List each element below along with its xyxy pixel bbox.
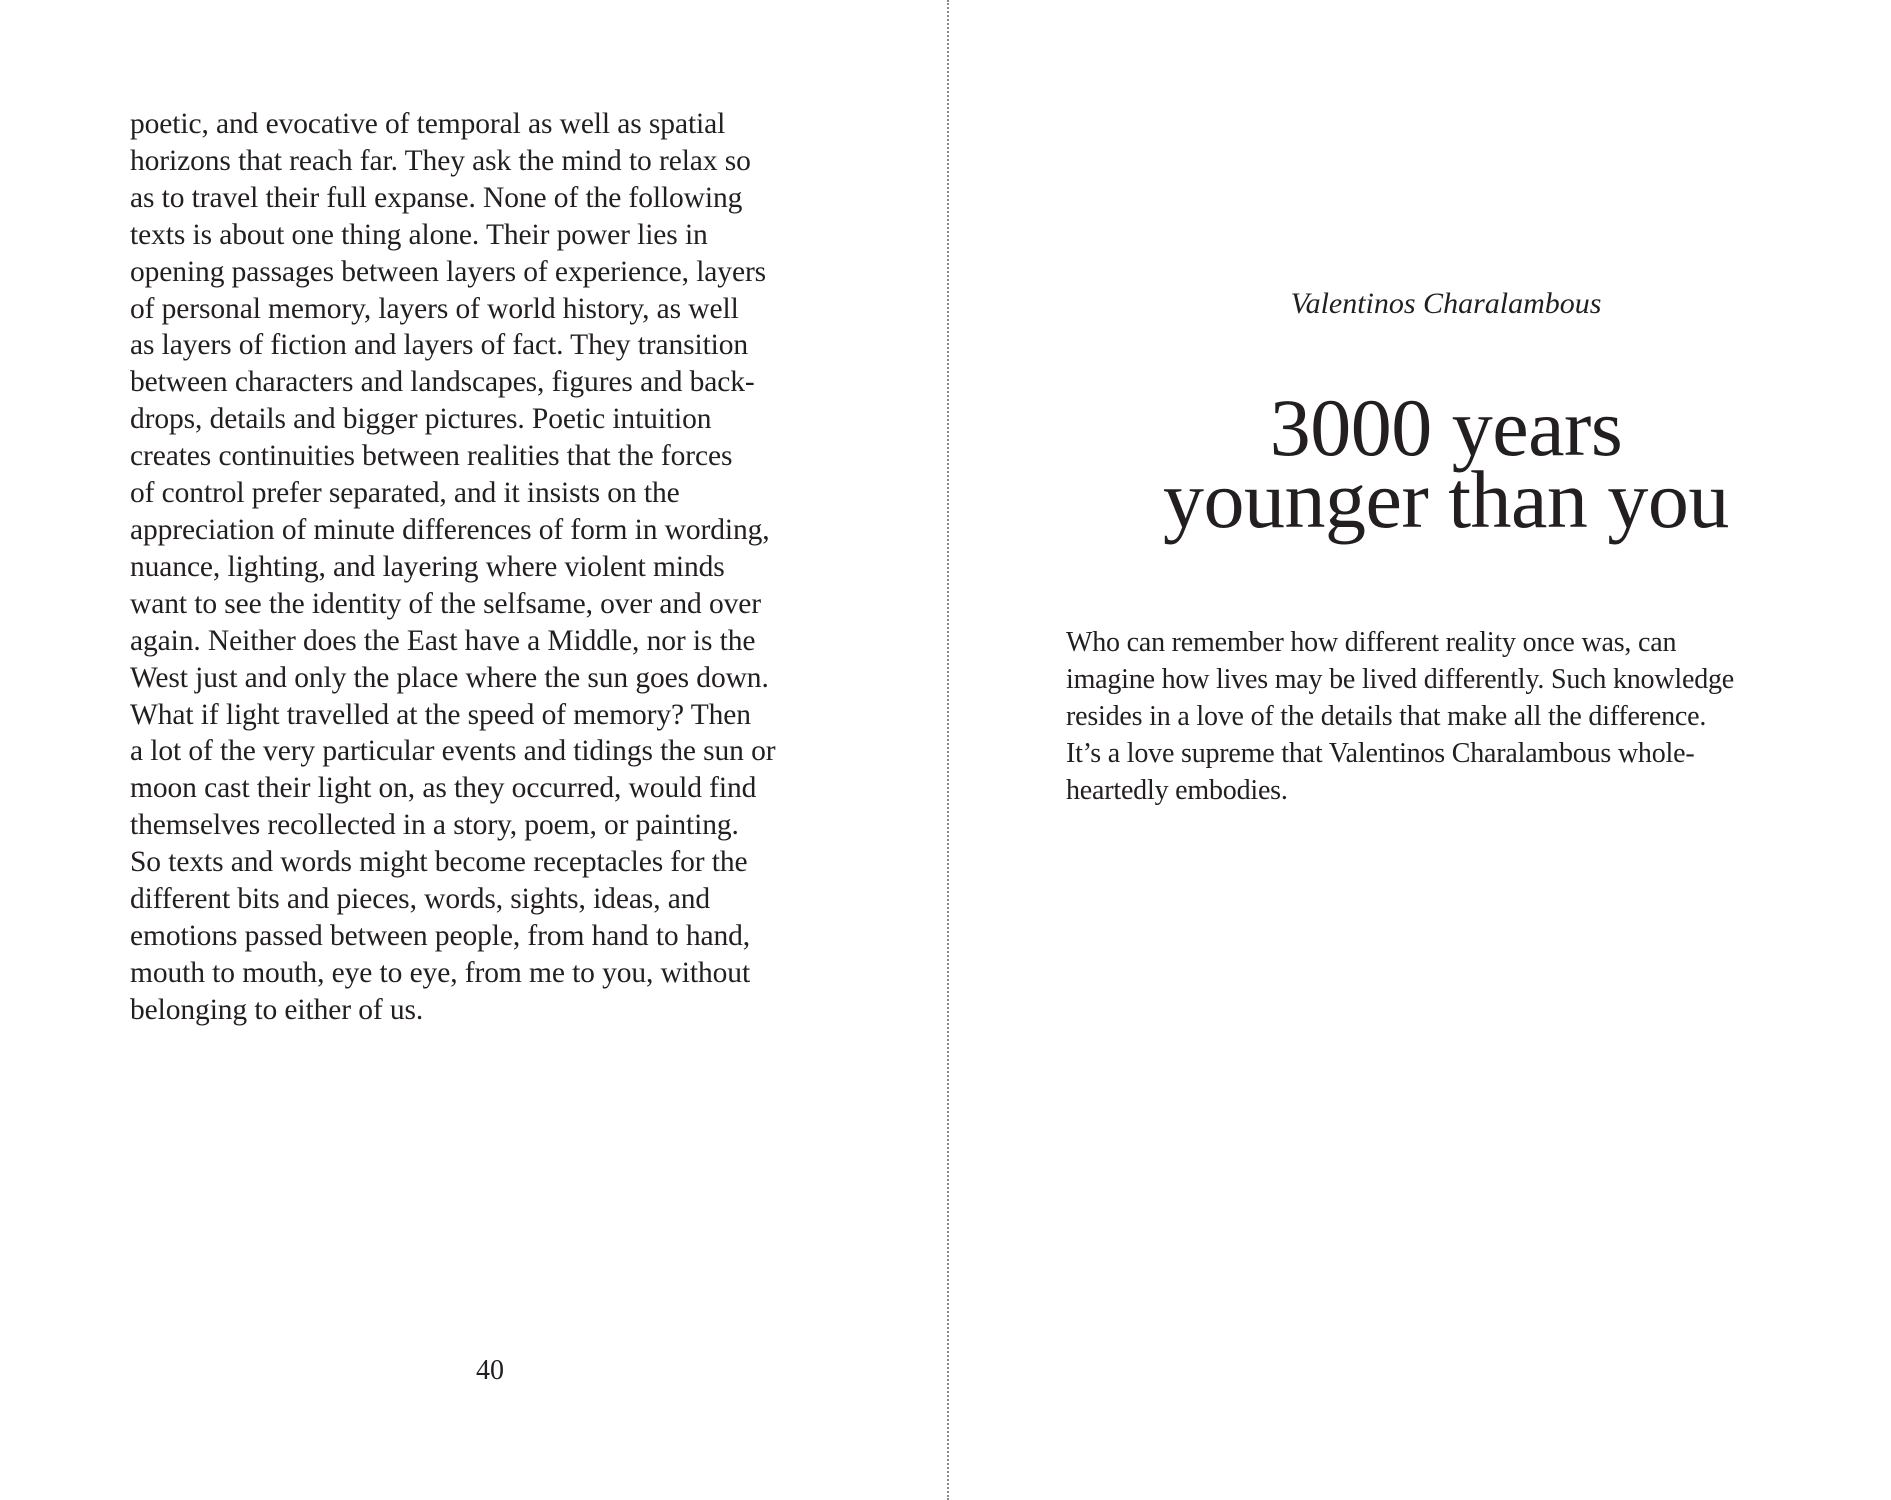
chapter-title: 3000 years younger than you bbox=[1163, 382, 1729, 545]
chapter-intro-text: Who can remember how different reality once was, can imagine how lives may be lived differently. Such knowledge resides in a love of the details that make all the difference. It’s a love supreme that Valentinos Charalambous whole- heartedly embodies. bbox=[1066, 627, 1735, 806]
left-page bbox=[130, 106, 830, 1029]
page-number: 40 bbox=[476, 1355, 504, 1386]
page-gutter-divider bbox=[947, 0, 949, 1500]
left-page-body-text: poetic, and evocative of temporal as well as spatial horizons that reach far. They ask the mind to relax so as to travel their full expanse. None of the following texts is about one thing alone. Their power lies in opening passages between layers of experience, layers of personal memory, layers of world history, as well as layers of fiction and layers of fact. They transition between characters and landscapes, figures and back- drops, details and bigger pictures. Poetic intuition creates continuities between realities that the forces of control prefer separated, and it insists on the appreciation of minute differences of form in wording, nuance, lighting, and layering where violent minds want to see the identity of the selfsame, over and over again. Neither does the East have a Middle, nor is the West just and only the place where the sun goes down. What if light travelled at the speed of memory? Then a lot of the very particular events and tidings the sun or moon cast their light on, as they occurred, would find themselves recollected in a story, poem, or painting. So texts and words might become receptacles for the different bits and pieces, words, sights, ideas, and emotions passed between people, from hand to hand, mouth to mouth, eye to eye, from me to you, without belonging to either of us. bbox=[130, 108, 776, 1026]
author-name: Valentinos Charalambous bbox=[1290, 287, 1602, 320]
